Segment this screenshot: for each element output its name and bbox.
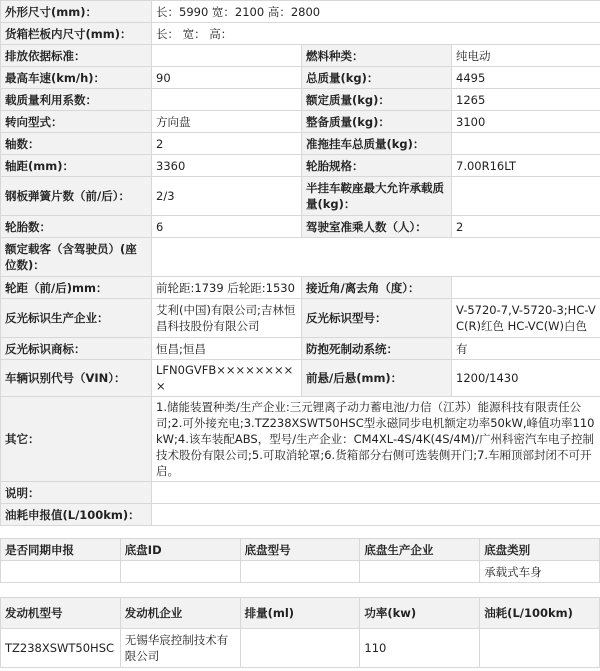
value-total-mass: 4495	[452, 67, 600, 89]
chassis-cell	[360, 561, 480, 583]
label-emission: 排放依据标准：	[1, 45, 152, 67]
label-cab-seats: 驾驶室准乘人数（人）：	[302, 216, 452, 238]
chassis-cell	[240, 561, 360, 583]
label-fuel: 燃料种类：	[302, 45, 452, 67]
value-saddle	[452, 177, 600, 216]
value-steering: 方向盘	[152, 111, 302, 133]
chassis-header: 底盘型号	[240, 539, 360, 561]
label-reflect-model: 反光标识型号：	[302, 299, 452, 338]
chassis-header-row	[1, 539, 600, 561]
chassis-row	[1, 561, 600, 583]
chassis-header: 底盘生产企业	[360, 539, 480, 561]
row-reflect-brand	[1, 338, 600, 360]
label-wheelbase: 轴距(mm)：	[1, 155, 152, 177]
row-vin	[1, 360, 600, 397]
value-trailer-mass	[452, 133, 600, 155]
label-total-mass: 总质量(kg)：	[302, 67, 452, 89]
label-springs: 钢板弹簧片数（前/后）：	[1, 177, 152, 216]
chassis-cell: 承载式车身	[480, 561, 600, 583]
row-reflect	[1, 299, 600, 338]
engine-row	[1, 629, 600, 668]
label-steering: 转向型式：	[1, 111, 152, 133]
label-other: 其它：	[1, 397, 152, 482]
engine-cell: 110	[360, 629, 480, 668]
value-reflect-model: V-5720-7,V-5720-3;HC-VC(R)红色 HC-VC(W)白色	[452, 299, 600, 338]
engine-cell: 无锡华宸控制技术有限公司	[120, 629, 240, 668]
value-track: 前轮距:1739 后轮距:1530	[152, 277, 302, 299]
row-axles	[1, 133, 600, 155]
label-fuel-consumption: 油耗申报值(L/100km)：	[1, 504, 152, 526]
row-other	[1, 397, 600, 482]
chassis-cell	[1, 561, 121, 583]
label-reflect-maker: 反光标识生产企业：	[1, 299, 152, 338]
label-vin: 车辆识别代号（VIN）：	[1, 360, 152, 397]
chassis-table	[0, 538, 600, 583]
label-track: 轮距（前/后)mm：	[1, 277, 152, 299]
row-emission	[1, 45, 600, 67]
label-load-coef: 载质量利用系数：	[1, 89, 152, 111]
label-dimensions: 外形尺寸(mm)：	[1, 1, 152, 23]
engine-header: 功率(kw)	[360, 598, 480, 629]
chassis-header: 是否同期申报	[1, 539, 121, 561]
engine-cell: TZ238XSWT50HSC	[1, 629, 121, 668]
value-angle	[452, 277, 600, 299]
label-tires-count: 轮胎数：	[1, 216, 152, 238]
chassis-cell	[120, 561, 240, 583]
label-saddle: 半挂车鞍座最大允许承载质量(kg)：	[302, 177, 452, 216]
value-fuel: 纯电动	[452, 45, 600, 67]
engine-table	[0, 597, 600, 668]
value-tire: 7.00R16LT	[452, 155, 600, 177]
label-trailer-mass: 准拖挂车总质量(kg)：	[302, 133, 452, 155]
row-wheelbase	[1, 155, 600, 177]
label-reflect-brand: 反光标识商标：	[1, 338, 152, 360]
value-rated-pass	[152, 238, 600, 277]
value-springs: 2/3	[152, 177, 302, 216]
label-angle: 接近角/离去角（度）：	[302, 277, 452, 299]
label-overhang: 前悬/后悬(mm)：	[302, 360, 452, 397]
engine-cell	[480, 629, 600, 668]
value-tires-count: 6	[152, 216, 302, 238]
engine-header: 排量(ml)	[240, 598, 360, 629]
row-cargo	[1, 23, 600, 45]
label-tire: 轮胎规格：	[302, 155, 452, 177]
label-antilock: 防抱死制动系统：	[302, 338, 452, 360]
value-load-coef	[152, 89, 302, 111]
label-note: 说明：	[1, 482, 152, 504]
value-vin: LFN0GVFB×××××××××	[152, 360, 302, 397]
row-dimensions	[1, 1, 600, 23]
label-rated-pass: 额定载客（含驾驶员）(座位数)：	[1, 238, 152, 277]
value-reflect-brand: 恒昌;恒昌	[152, 338, 302, 360]
engine-header: 发动机企业	[120, 598, 240, 629]
row-rated-pass	[1, 238, 600, 277]
row-tires-count	[1, 216, 600, 238]
row-steering	[1, 111, 600, 133]
value-overhang: 1200/1430	[452, 360, 600, 397]
section-gap	[0, 526, 600, 538]
chassis-header: 底盘ID	[120, 539, 240, 561]
label-axles: 轴数：	[1, 133, 152, 155]
value-rated-load: 1265	[452, 89, 600, 111]
value-speed: 90	[152, 67, 302, 89]
label-rated-load: 额定质量(kg)：	[302, 89, 452, 111]
engine-header-row	[1, 598, 600, 629]
value-dimensions: 长：5990 宽：2100 高：2800	[152, 1, 600, 23]
chassis-header: 底盘类别	[480, 539, 600, 561]
value-other: 1.储能装置种类/生产企业:三元锂离子动力蓄电池/力信（江苏）能源科技有限责任公司;2.可外接充电;3.TZ238XSWT50HSC型永磁同步电机额定功率50kW,峰值功率110kW;4.该车装配ABS，型号/生产企业：CM4XL-4S/4K(4S/4M)/广州科密汽车电子控制技术股份有限公司;5.可取消轮罩;6.货箱部分右侧可选装侧开门;7.车厢顶部封闭不可开启。	[152, 397, 600, 482]
row-fuel-consumption	[1, 504, 600, 526]
value-curb-mass: 3100	[452, 111, 600, 133]
label-speed: 最高车速(km/h)：	[1, 67, 152, 89]
label-cargo: 货箱栏板内尺寸(mm)：	[1, 23, 152, 45]
label-curb-mass: 整备质量(kg)：	[302, 111, 452, 133]
value-cab-seats: 2	[452, 216, 600, 238]
value-note	[152, 482, 600, 504]
row-springs	[1, 177, 600, 216]
engine-cell	[240, 629, 360, 668]
value-antilock: 有	[452, 338, 600, 360]
value-cargo: 长： 宽： 高：	[152, 23, 600, 45]
value-fuel-consumption	[152, 504, 600, 526]
value-axles: 2	[152, 133, 302, 155]
section-gap	[0, 583, 600, 597]
row-note	[1, 482, 600, 504]
row-speed	[1, 67, 600, 89]
row-load-coef	[1, 89, 600, 111]
row-track	[1, 277, 600, 299]
engine-header: 发动机型号	[1, 598, 121, 629]
value-reflect-maker: 艾利(中国)有限公司;吉林恒昌科技股份有限公司	[152, 299, 302, 338]
value-emission	[152, 45, 302, 67]
value-wheelbase: 3360	[152, 155, 302, 177]
engine-header: 油耗(L/100km)	[480, 598, 600, 629]
